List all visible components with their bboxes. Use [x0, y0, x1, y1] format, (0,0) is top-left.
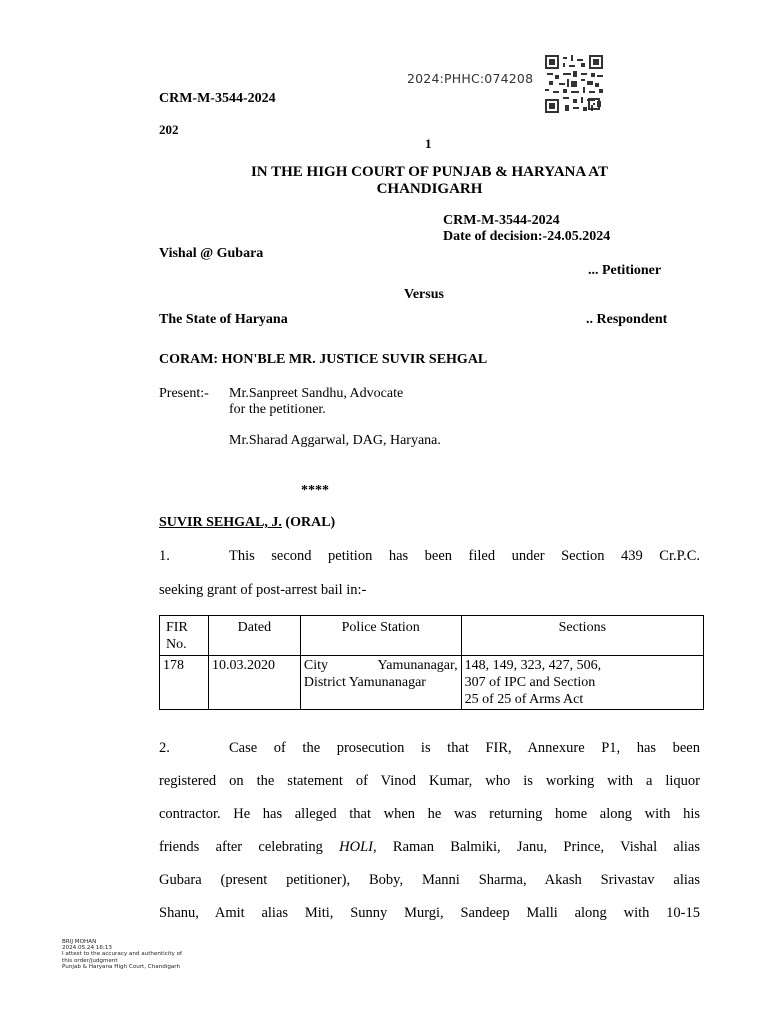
attestation-court: Punjab & Haryana High Court, Chandigarh [62, 963, 181, 970]
para2-number: 2. [159, 740, 170, 756]
digital-signature [62, 939, 182, 970]
case-number-header: CRM-M-3544-2024 [159, 91, 276, 106]
station-line1: City Yamunanagar, [303, 658, 458, 673]
para2-line4-post: , Raman Balmiki, Janu, Prince, Vishal alias [372, 839, 700, 855]
qr-code-icon [545, 55, 603, 113]
cell-police-station [300, 656, 461, 710]
coram: CORAM: HON'BLE MR. JUSTICE SUVIR SEHGAL [159, 352, 488, 367]
signer-name: BRIJ MOHAN [62, 939, 97, 945]
page-number: 1 [425, 136, 432, 151]
versus-label: Versus [404, 287, 444, 302]
attestation-line2: this order/judgment [62, 957, 118, 964]
header-dated: Dated [208, 616, 300, 656]
attestation-line1: I attest to the accuracy and authenticity of [62, 951, 182, 958]
para2-line5: Gubara (present petitioner), Boby, Manni Sharma, Akash Srivastav alias [159, 872, 700, 888]
header-police-station: Police Station [300, 616, 461, 656]
sections-line2: 307 of IPC and Section [464, 675, 596, 690]
petitioner-role: ... Petitioner [588, 263, 662, 278]
para1-number: 1. [159, 548, 170, 564]
holi-italic: HOLI [339, 839, 373, 855]
present-label: Present:- [159, 386, 209, 401]
serial-number: 202 [159, 122, 179, 137]
para2-line4-pre: friends after celebrating [159, 839, 340, 855]
header-sections: Sections [461, 616, 703, 656]
para1-line2: seeking grant of post-arrest bail in:- [159, 582, 367, 598]
court-title-line1: IN THE HIGH COURT OF PUNJAB & HARYANA AT [250, 164, 609, 180]
para1-line1: This second petition has been filed under Section 439 Cr.P.C. [229, 548, 700, 564]
table-row [160, 656, 704, 710]
judgment-id-stamp: 2024:PHHC:074208 [407, 71, 534, 86]
judge-heading [159, 515, 335, 531]
cell-fir-no: 178 [160, 656, 209, 710]
petitioner-name: Vishal @ Gubara [159, 246, 264, 261]
sections-line1: 148, 149, 323, 427, 506, [464, 658, 602, 673]
cell-dated: 10.03.2020 [208, 656, 300, 710]
respondent-role: .. Respondent [586, 312, 668, 327]
cell-sections [461, 656, 703, 710]
counsel-petitioner: Mr.Sanpreet Sandhu, Advocate [229, 386, 404, 401]
para2-line2: registered on the statement of Vinod Kumar, who is working with a liquor [159, 773, 700, 789]
signature-timestamp: 2024.05.24 16:13 [62, 945, 112, 952]
decision-date: Date of decision:-24.05.2024 [443, 229, 611, 244]
sections-line3: 25 of 25 of Arms Act [464, 692, 584, 707]
court-title-line2: CHANDIGARH [376, 181, 483, 197]
table-header-row [160, 616, 704, 656]
separator-asterisks: **** [301, 483, 329, 498]
oral-label: (ORAL) [281, 515, 336, 530]
counsel-state: Mr.Sharad Aggarwal, DAG, Haryana. [229, 433, 441, 448]
para2-line3: contractor. He has alleged that when he was returning home along with his [159, 806, 700, 822]
station-line2: District Yamunanagar [303, 675, 426, 690]
para2-line1: Case of the prosecution is that FIR, Annexure P1, has been [229, 740, 700, 756]
respondent-name: The State of Haryana [159, 312, 288, 327]
counsel-petitioner-for: for the petitioner. [229, 402, 326, 417]
judge-name: SUVIR SEHGAL, J. [159, 515, 282, 530]
header-fir-no: FIR No. [160, 616, 209, 656]
para2-line4 [159, 839, 700, 856]
para2-line6: Shanu, Amit alias Miti, Sunny Murgi, Sandeep Malli along with 10-15 [159, 905, 700, 921]
case-number: CRM-M-3544-2024 [443, 213, 560, 228]
fir-table [159, 615, 704, 710]
